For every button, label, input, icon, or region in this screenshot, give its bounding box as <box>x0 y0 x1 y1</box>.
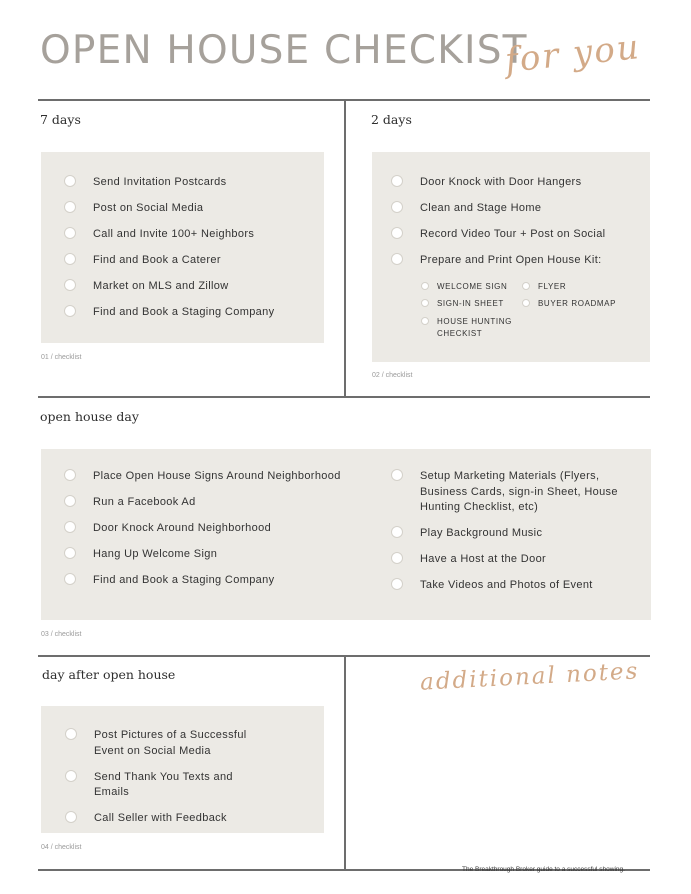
checkbox-circle-icon[interactable] <box>64 201 76 213</box>
checkbox-circle-icon[interactable] <box>391 175 403 187</box>
checkbox-circle-icon[interactable] <box>421 282 429 290</box>
checkbox-circle-icon[interactable] <box>64 521 76 533</box>
footer-text: The Breakthrough Broker guide to a successful showing. <box>462 866 625 873</box>
checkbox-circle-icon[interactable] <box>65 811 77 823</box>
checklist-item[interactable]: Setup Marketing Materials (Flyers, Business Cards, sign-in Sheet, House Hunting Checklist, etc) <box>391 469 631 516</box>
checkbox-circle-icon[interactable] <box>64 227 76 239</box>
checklist-item[interactable]: Market on MLS and Zillow <box>64 279 274 295</box>
checkbox-circle-icon[interactable] <box>391 578 403 590</box>
checklist-item[interactable]: Send Thank You Texts and Emails <box>65 770 265 801</box>
section-title-7-days: 7 days <box>40 112 81 127</box>
kit-item-sign-in-sheet[interactable]: SIGN-IN SHEET <box>421 298 504 310</box>
divider-middle <box>38 396 650 398</box>
section-ref-03: 03 / checklist <box>41 631 82 638</box>
title-script-accent: for you <box>503 27 643 81</box>
checkbox-circle-icon[interactable] <box>64 469 76 481</box>
section-ref-02: 02 / checklist <box>372 372 413 379</box>
checklist-item[interactable]: Send Invitation Postcards <box>64 175 274 191</box>
checkbox-circle-icon[interactable] <box>522 282 530 290</box>
checkbox-circle-icon[interactable] <box>64 495 76 507</box>
checklist-item[interactable]: Have a Host at the Door <box>391 552 631 568</box>
kit-item-welcome-sign[interactable]: WELCOME SIGN <box>421 281 507 293</box>
checkbox-circle-icon[interactable] <box>391 201 403 213</box>
checkbox-circle-icon[interactable] <box>64 279 76 291</box>
checkbox-circle-icon[interactable] <box>64 305 76 317</box>
checkbox-circle-icon[interactable] <box>391 552 403 564</box>
checklist-item[interactable]: Play Background Music <box>391 526 631 542</box>
checklist-item[interactable]: Prepare and Print Open House Kit: <box>391 253 605 269</box>
checklist-item[interactable]: Call Seller with Feedback <box>65 811 265 827</box>
divider-vertical-lower <box>344 656 346 870</box>
checkbox-circle-icon[interactable] <box>64 253 76 265</box>
kit-item-flyer[interactable]: FLYER <box>522 281 566 293</box>
checklist-item[interactable]: Take Videos and Photos of Event <box>391 578 631 594</box>
notes-title: additional notes <box>419 658 641 696</box>
checklist-item[interactable]: Post on Social Media <box>64 201 274 217</box>
checklist-item[interactable]: Hang Up Welcome Sign <box>64 547 341 563</box>
checkbox-circle-icon[interactable] <box>522 299 530 307</box>
checklist-item[interactable]: Find and Book a Staging Company <box>64 305 274 321</box>
checklist-item[interactable]: Find and Book a Caterer <box>64 253 274 269</box>
checkbox-circle-icon[interactable] <box>391 253 403 265</box>
checkbox-circle-icon[interactable] <box>421 299 429 307</box>
kit-item-house-hunting-checkist[interactable]: HOUSE HUNTING CHECKIST <box>421 316 521 340</box>
kit-item-buyer-roadmap[interactable]: BUYER ROADMAP <box>522 298 616 310</box>
checkbox-circle-icon[interactable] <box>65 728 77 740</box>
page-title: OPEN HOUSE CHECKIST <box>40 28 528 73</box>
section-title-2-days: 2 days <box>371 112 412 127</box>
checklist-item[interactable]: Door Knock with Door Hangers <box>391 175 605 191</box>
notes-area[interactable] <box>360 700 650 860</box>
section-title-open-house-day: open house day <box>40 409 139 424</box>
checklist-item[interactable]: Clean and Stage Home <box>391 201 605 217</box>
section-ref-01: 01 / checklist <box>41 354 82 361</box>
checklist-item[interactable]: Post Pictures of a Successful Event on Social Media <box>65 728 265 759</box>
checklist-item[interactable]: Call and Invite 100+ Neighbors <box>64 227 274 243</box>
checkbox-circle-icon[interactable] <box>391 469 403 481</box>
checkbox-circle-icon[interactable] <box>64 547 76 559</box>
checklist-item[interactable]: Run a Facebook Ad <box>64 495 341 511</box>
checkbox-circle-icon[interactable] <box>391 526 403 538</box>
checklist-box-open-house-day <box>41 449 651 620</box>
checklist-box-day-after <box>41 706 324 833</box>
checklist-item[interactable]: Find and Book a Staging Company <box>64 573 341 589</box>
checklist-box-2-days <box>372 152 650 362</box>
section-ref-04: 04 / checklist <box>41 844 82 851</box>
checkbox-circle-icon[interactable] <box>64 175 76 187</box>
checklist-item[interactable]: Record Video Tour + Post on Social <box>391 227 605 243</box>
checklist-item[interactable]: Door Knock Around Neighborhood <box>64 521 341 537</box>
checklist-box-7-days <box>41 152 324 343</box>
checkbox-circle-icon[interactable] <box>421 317 429 325</box>
divider-vertical-upper <box>344 100 346 397</box>
checklist-item[interactable]: Place Open House Signs Around Neighborhood <box>64 469 341 485</box>
checkbox-circle-icon[interactable] <box>391 227 403 239</box>
section-title-day-after: day after open house <box>42 667 176 682</box>
checkbox-circle-icon[interactable] <box>65 770 77 782</box>
checkbox-circle-icon[interactable] <box>64 573 76 585</box>
